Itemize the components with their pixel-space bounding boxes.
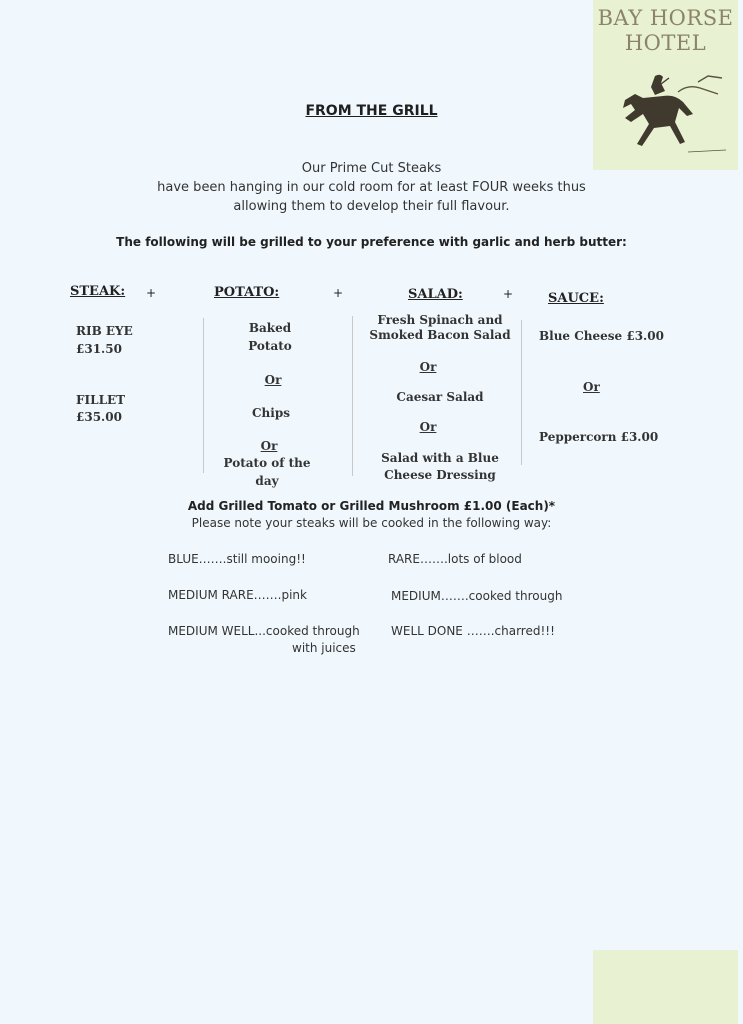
potato-item: day: [255, 474, 279, 488]
column-divider: [521, 320, 522, 465]
steak-item-rib-eye-price: £31.50: [76, 342, 122, 356]
cook-blue: BLUE…….still mooing!!: [168, 552, 306, 566]
steak-item-rib-eye-name: RIB EYE: [76, 324, 133, 338]
potato-item: Potato: [248, 339, 292, 353]
potato-item: Baked: [248, 321, 292, 335]
salad-plus: +: [503, 287, 514, 301]
intro-line-3: allowing them to develop their full flavour.: [233, 199, 510, 214]
salad-or: Or: [419, 360, 437, 374]
salad-item: Smoked Bacon Salad: [369, 328, 511, 342]
column-divider: [203, 318, 204, 473]
cook-medium-rare: MEDIUM RARE…….pink: [168, 588, 307, 602]
steak-heading: STEAK:: [70, 284, 126, 299]
corner-decoration: [593, 950, 738, 1024]
sauce-item-blue-cheese: Blue Cheese £3.00: [539, 329, 664, 343]
salad-or: Or: [419, 420, 437, 434]
steak-item-fillet-name: FILLET: [76, 393, 126, 407]
sauce-or: Or: [583, 380, 600, 394]
hotel-logo: [593, 0, 738, 170]
salad-item: Salad with a Blue: [381, 451, 499, 465]
salad-item: Fresh Spinach and: [377, 313, 503, 327]
steak-item-fillet-price: £35.00: [76, 410, 122, 424]
potato-or: Or: [264, 373, 282, 387]
cook-rare: RARE…….lots of blood: [388, 552, 522, 566]
steak-plus: +: [146, 286, 157, 300]
sauce-item-peppercorn: Peppercorn £3.00: [539, 430, 659, 444]
potato-item: Chips: [252, 406, 290, 420]
logo-line-1: BAY HORSE: [597, 6, 734, 30]
potato-or: Or: [260, 439, 278, 453]
potato-heading: POTATO:: [214, 285, 280, 300]
column-divider: [352, 316, 353, 476]
sauce-heading: SAUCE:: [548, 291, 604, 306]
page-title: FROM THE GRILL: [305, 103, 438, 119]
salad-item: Caesar Salad: [396, 390, 484, 404]
cook-medium-well-2: with juices: [292, 641, 356, 655]
cook-medium: MEDIUM…….cooked through: [391, 589, 563, 603]
cook-well-done: WELL DONE …….charred!!!: [391, 624, 555, 638]
extras-note: Add Grilled Tomato or Grilled Mushroom £1.00 (Each)*: [187, 499, 556, 513]
grill-note: The following will be grilled to your preference with garlic and herb butter:: [116, 235, 627, 249]
potato-item: Potato of the: [223, 456, 311, 470]
cook-medium-well: MEDIUM WELL...cooked through: [168, 624, 360, 638]
intro-line-2: have been hanging in our cold room for at least FOUR weeks thus: [157, 180, 586, 195]
intro-line-1: Our Prime Cut Steaks: [301, 161, 442, 176]
salad-item: Cheese Dressing: [384, 468, 496, 482]
cooking-intro: Please note your steaks will be cooked in the following way:: [191, 516, 552, 530]
salad-heading: SALAD:: [408, 287, 463, 302]
logo-line-2: HOTEL: [624, 31, 707, 55]
potato-plus: +: [333, 286, 344, 300]
